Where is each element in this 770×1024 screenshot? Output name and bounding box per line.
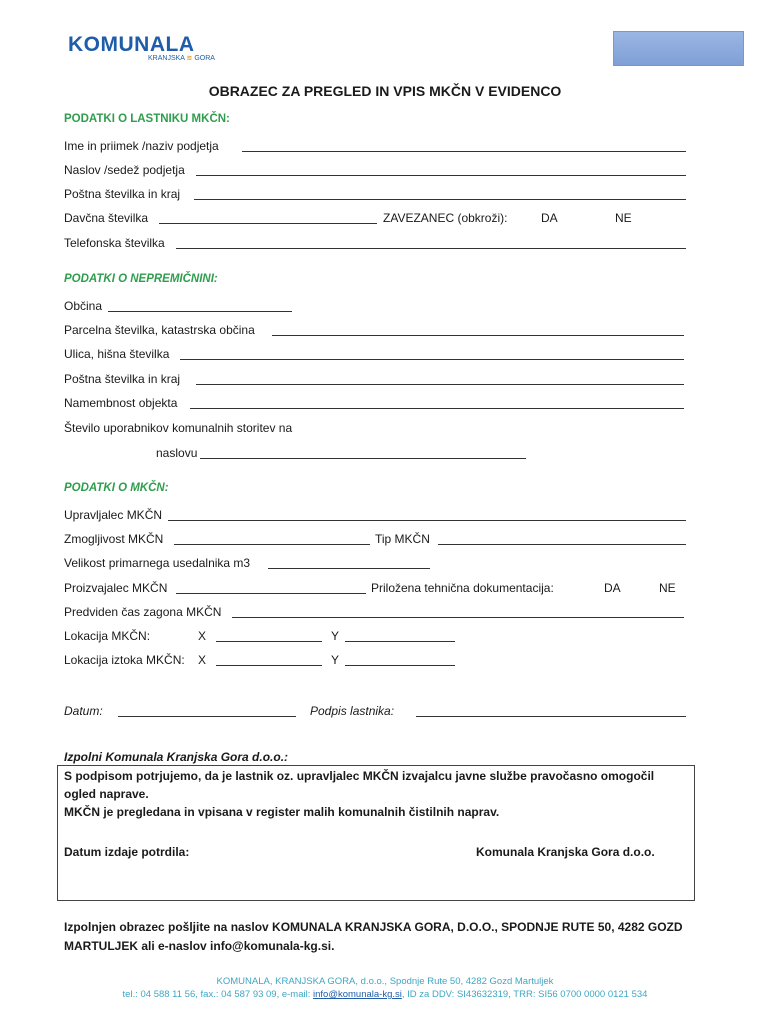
outlet-y-label: Y xyxy=(331,653,340,667)
stamp-field xyxy=(613,31,744,66)
docs-label: Priložena tehnična dokumentacija: xyxy=(371,581,554,595)
street-label: Ulica, hišna številka xyxy=(64,347,170,361)
location-y-field[interactable] xyxy=(345,629,455,642)
owner-post-label: Poštna številka in kraj xyxy=(64,187,181,201)
instructions-line-1: Izpolnjen obrazec pošljite na naslov KOMUNALA KRANJSKA GORA, D.O.O., SPODNJE RUTE 50, 4282 GOZD xyxy=(64,920,683,934)
outlet-label: Lokacija iztoka MKČN: xyxy=(64,653,185,667)
municipality-field[interactable] xyxy=(108,299,292,312)
owner-address-field[interactable] xyxy=(196,163,686,176)
logo-wordmark: KOMUNALA xyxy=(68,33,195,56)
mkcn-section-heading: PODATKI O MKČN: xyxy=(64,482,169,494)
users-label: Število uporabnikov komunalnih storitev na xyxy=(64,421,293,435)
official-text-1: S podpisom potrjujemo, da je lastnik oz. upravljalec MKČN izvajalcu javne službe pravočasno omogočil xyxy=(64,769,655,783)
purpose-label: Namembnost objekta xyxy=(64,396,178,410)
official-text-3: MKČN je pregledana in vpisana v register malih komunalnih čistilnih naprav. xyxy=(64,805,500,819)
docs-yes-option[interactable]: DA xyxy=(604,581,621,595)
logo-sub-a: KRANJSKA xyxy=(148,55,185,62)
company-signature: Komunala Kranjska Gora d.o.o. xyxy=(476,845,655,859)
footer-phone: tel.: 04 588 11 56, fax.: 04 587 93 09, e-mail: xyxy=(122,989,314,1000)
owner-tax-label: Davčna številka xyxy=(64,211,149,225)
footer-contacts xyxy=(0,989,770,1000)
users-field[interactable] xyxy=(200,446,526,459)
location-x-field[interactable] xyxy=(216,629,322,642)
owner-post-field[interactable] xyxy=(194,187,686,200)
owner-name-label: Ime in priimek /naziv podjetja xyxy=(64,139,219,153)
official-confirmation-box xyxy=(57,765,695,901)
footer-tax: , ID za DDV: SI43632319, TRR: SI56 0700 0000 0121 534 xyxy=(401,989,648,1000)
logo-subtitle xyxy=(148,54,215,62)
outlet-y-field[interactable] xyxy=(345,653,455,666)
docs-no-option[interactable]: NE xyxy=(659,581,676,595)
owner-phone-field[interactable] xyxy=(176,236,686,249)
owner-tax-field[interactable] xyxy=(159,211,377,224)
capacity-field[interactable] xyxy=(174,532,370,545)
producer-field[interactable] xyxy=(176,581,366,594)
capacity-label: Zmogljivost MKČN xyxy=(64,532,164,546)
date-label: Datum: xyxy=(64,704,103,718)
street-field[interactable] xyxy=(180,347,684,360)
date-field[interactable] xyxy=(118,704,296,717)
type-field[interactable] xyxy=(438,532,686,545)
official-heading: Izpolni Komunala Kranjska Gora d.o.o.: xyxy=(64,750,289,764)
startup-label: Predviden čas zagona MKČN xyxy=(64,605,222,619)
manager-field[interactable] xyxy=(168,508,686,521)
logo-mountain-icon: ≋ xyxy=(186,55,193,62)
startup-field[interactable] xyxy=(232,605,684,618)
footer-email-link[interactable]: info@komunala-kg.si xyxy=(313,989,402,1000)
logo-sub-b: GORA xyxy=(194,55,215,62)
owner-phone-label: Telefonska številka xyxy=(64,236,165,250)
tank-field[interactable] xyxy=(268,556,430,569)
vat-label: ZAVEZANEC (obkroži): xyxy=(383,211,508,225)
location-x-label: X xyxy=(198,629,207,643)
owner-name-field[interactable] xyxy=(242,139,686,152)
property-post-field[interactable] xyxy=(196,372,684,385)
parcel-field[interactable] xyxy=(272,323,684,336)
outlet-x-label: X xyxy=(198,653,207,667)
location-y-label: Y xyxy=(331,629,340,643)
users-label-2: naslovu xyxy=(156,446,198,460)
instructions-line-2: MARTULJEK ali e-naslov info@komunala-kg.si. xyxy=(64,939,335,953)
type-label: Tip MKČN xyxy=(375,532,430,546)
outlet-x-field[interactable] xyxy=(216,653,322,666)
property-post-label: Poštna številka in kraj xyxy=(64,372,181,386)
owner-section-heading: PODATKI O LASTNIKU MKČN: xyxy=(64,113,230,125)
form-title: OBRAZEC ZA PREGLED IN VPIS MKČN V EVIDENCO xyxy=(208,83,562,99)
purpose-field[interactable] xyxy=(190,396,684,409)
municipality-label: Občina xyxy=(64,299,103,313)
footer-address: KOMUNALA, KRANJSKA GORA, d.o.o., Spodnje Rute 50, 4282 Gozd Martuljek xyxy=(216,976,554,987)
owner-signature-field[interactable] xyxy=(416,704,686,717)
issue-date-label: Datum izdaje potrdila: xyxy=(64,845,190,859)
producer-label: Proizvajalec MKČN xyxy=(64,581,168,595)
official-text-2: ogled naprave. xyxy=(64,787,149,801)
vat-no-option[interactable]: NE xyxy=(615,211,632,225)
location-label: Lokacija MKČN: xyxy=(64,629,151,643)
property-section-heading: PODATKI O NEPREMIČNINI: xyxy=(64,273,218,285)
parcel-label: Parcelna številka, katastrska občina xyxy=(64,323,255,337)
vat-yes-option[interactable]: DA xyxy=(541,211,558,225)
tank-label: Velikost primarnega usedalnika m3 xyxy=(64,556,251,570)
owner-signature-label: Podpis lastnika: xyxy=(310,704,395,718)
manager-label: Upravljalec MKČN xyxy=(64,508,163,522)
owner-address-label: Naslov /sedež podjetja xyxy=(64,163,185,177)
company-logo xyxy=(68,33,215,62)
